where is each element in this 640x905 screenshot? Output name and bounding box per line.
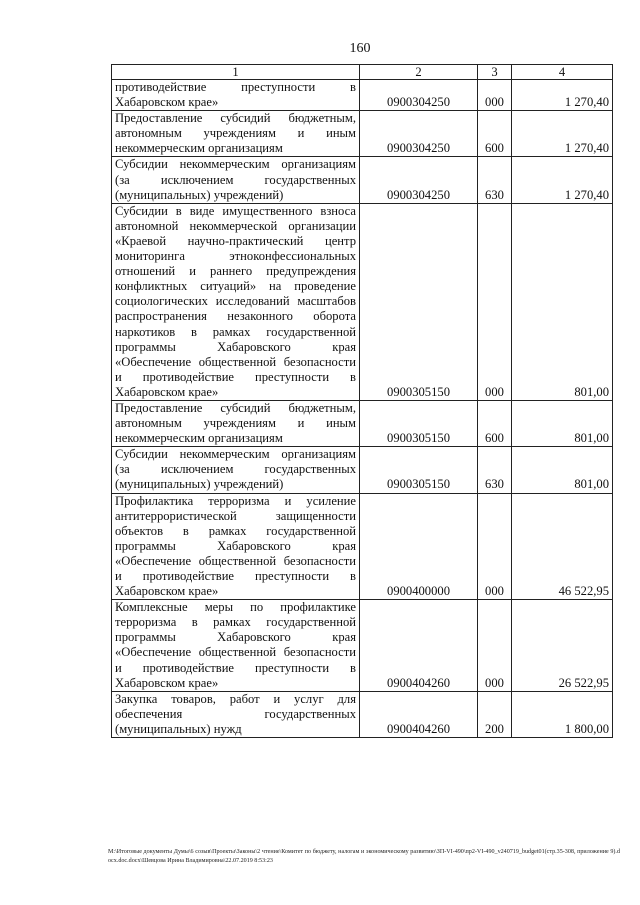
row-name: Предоставление субсидий бюджетным, автономным учреждениям и иным некоммерческим организациям bbox=[112, 111, 360, 157]
row-code: 0900304250 bbox=[360, 111, 478, 157]
row-amount: 1 270,40 bbox=[512, 80, 613, 111]
row-amount: 46 522,95 bbox=[512, 493, 613, 600]
row-amount: 801,00 bbox=[512, 203, 613, 400]
table-row bbox=[112, 493, 613, 600]
column-header-4: 4 bbox=[512, 65, 613, 80]
row-name: Субсидии некоммерческим организациям (за исключением государственных (муниципальных) учреждений) bbox=[112, 447, 360, 493]
table-row bbox=[112, 400, 613, 446]
row-name: Субсидии некоммерческим организациям (за исключением государственных (муниципальных) учреждений) bbox=[112, 157, 360, 203]
row-code: 0900305150 bbox=[360, 447, 478, 493]
table-header-row bbox=[112, 65, 613, 80]
row-name: противодействие преступности в Хабаровском крае» bbox=[112, 80, 360, 111]
row-type: 000 bbox=[478, 493, 512, 600]
row-amount: 1 270,40 bbox=[512, 157, 613, 203]
table-row bbox=[112, 80, 613, 111]
budget-table bbox=[111, 64, 613, 738]
row-code: 0900305150 bbox=[360, 203, 478, 400]
row-name: Предоставление субсидий бюджетным, автономным учреждениям и иным некоммерческим организациям bbox=[112, 400, 360, 446]
document-footer-path: M:\Итоговые документы Думы\6 созыв\Проекты\Законы\2 чтение\Комитет по бюджету, налогам и экономическому развитию\ЗП-VI-490\пр2-VI-490_v240719_budget01(стр.35-308, приложение 9).docx.doc.docx\Шевцова Ирина Владимировна\22.07.2019 8:53:23 bbox=[108, 849, 620, 864]
row-amount: 801,00 bbox=[512, 400, 613, 446]
row-code: 0900400000 bbox=[360, 493, 478, 600]
row-amount: 1 800,00 bbox=[512, 691, 613, 737]
row-type: 200 bbox=[478, 691, 512, 737]
table-row bbox=[112, 447, 613, 493]
table-row bbox=[112, 203, 613, 400]
row-type: 630 bbox=[478, 157, 512, 203]
table-row bbox=[112, 111, 613, 157]
row-name: Профилактика терроризма и усиление антитеррористической защищенности объектов в рамках государственной программы Хабаровского края «Обеспечение общественной безопасности и противодействие преступности в Хабаровском крае» bbox=[112, 493, 360, 600]
row-amount: 1 270,40 bbox=[512, 111, 613, 157]
row-name: Субсидии в виде имущественного взноса автономной некоммерческой организации «Краевой научно-практический центр мониторинга этноконфессиональных отношений и раннего предупреждения конфликтных ситуаций» на проведение социологических исследований масштабов распространения незаконного оборота наркотиков в рамках государственной программы Хабаровского края «Обеспечение общественной безопасности и противодействие преступности в Хабаровском крае» bbox=[112, 203, 360, 400]
page-number: 160 bbox=[349, 41, 371, 56]
row-type: 000 bbox=[478, 600, 512, 692]
row-code: 0900404260 bbox=[360, 600, 478, 692]
row-type: 600 bbox=[478, 400, 512, 446]
table-row bbox=[112, 600, 613, 692]
row-code: 0900304250 bbox=[360, 157, 478, 203]
row-code: 0900404260 bbox=[360, 691, 478, 737]
row-type: 630 bbox=[478, 447, 512, 493]
column-header-1: 1 bbox=[112, 65, 360, 80]
row-type: 000 bbox=[478, 203, 512, 400]
row-type: 000 bbox=[478, 80, 512, 111]
row-amount: 26 522,95 bbox=[512, 600, 613, 692]
row-amount: 801,00 bbox=[512, 447, 613, 493]
column-header-2: 2 bbox=[360, 65, 478, 80]
row-name: Комплексные меры по профилактике терроризма в рамках государственной программы Хабаровского края «Обеспечение общественной безопасности и противодействие преступности в Хабаровском крае» bbox=[112, 600, 360, 692]
column-header-3: 3 bbox=[478, 65, 512, 80]
row-code: 0900304250 bbox=[360, 80, 478, 111]
table-row bbox=[112, 691, 613, 737]
row-type: 600 bbox=[478, 111, 512, 157]
table-row bbox=[112, 157, 613, 203]
row-code: 0900305150 bbox=[360, 400, 478, 446]
row-name: Закупка товаров, работ и услуг для обеспечения государственных (муниципальных) нужд bbox=[112, 691, 360, 737]
